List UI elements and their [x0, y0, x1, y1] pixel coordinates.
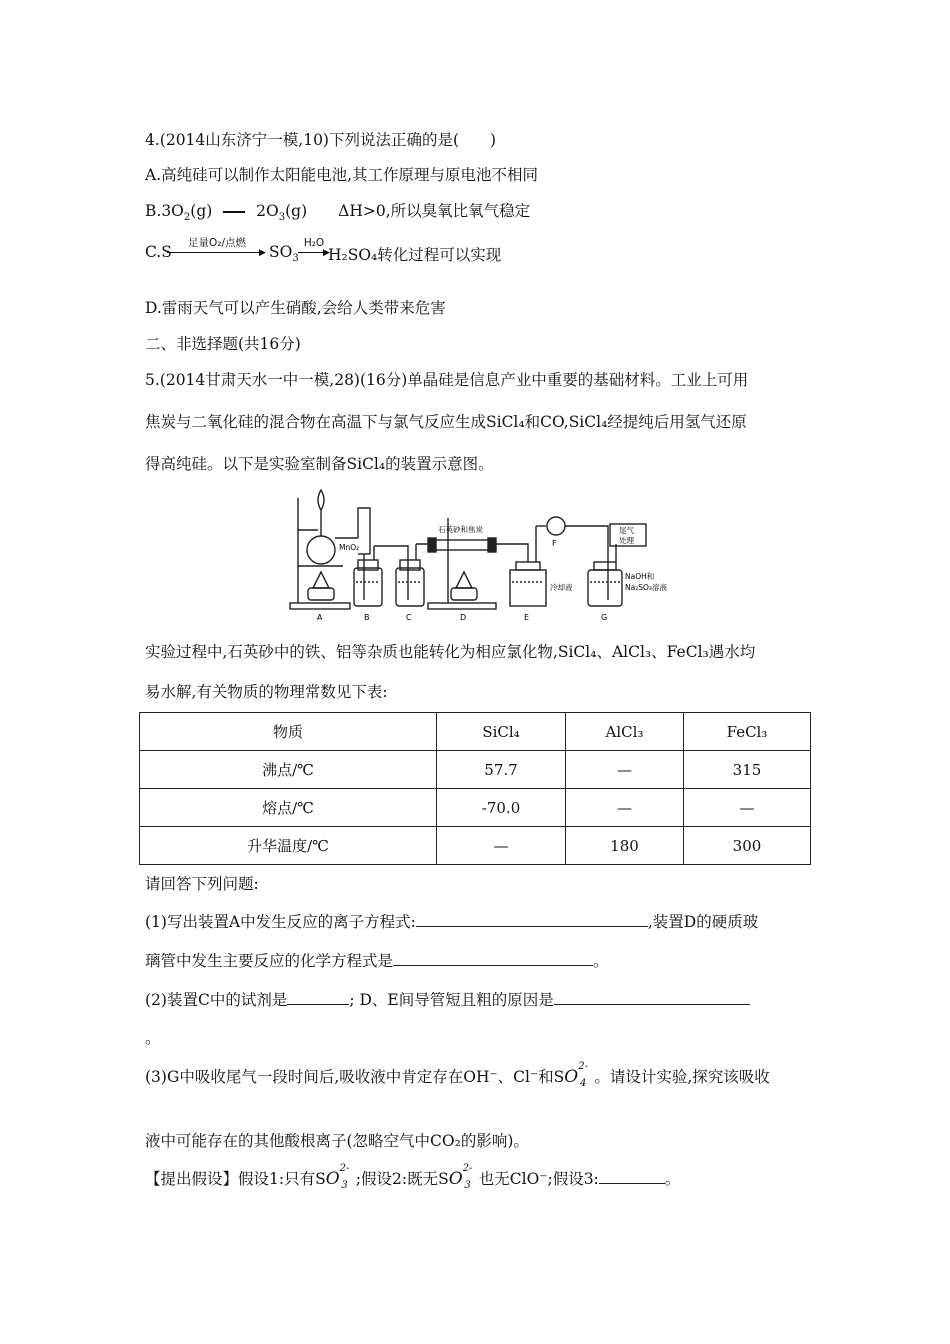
apparatus-diagram: [288, 478, 667, 626]
q5-stem-2: 焦炭与二氧化硅的混合物在高温下与氯气反应生成SiCl₄和CO,SiCl₄经提纯后用氢气还原: [145, 413, 747, 431]
table-cell: 315: [684, 751, 811, 789]
q5-part-3-line-1: [145, 1061, 770, 1090]
table-cell: —: [566, 751, 684, 789]
q5-hypo-d: 。: [664, 1170, 681, 1188]
q4-b-post: (g) ΔH>0,所以臭氧比氧气稳定: [285, 202, 531, 220]
table-header-row: [140, 713, 811, 751]
q5-after-1: 实验过程中,石英砂中的铁、铝等杂质也能转化为相应氯化物,SiCl₄、AlCl₃、FeCl₃遇水均: [145, 643, 756, 661]
table-header: SiCl₄: [437, 713, 566, 751]
q4-c-pre: C.S: [145, 243, 172, 261]
arrow2-condition: H₂O: [303, 237, 325, 249]
q4-option-a: A.高纯硅可以制作太阳能电池,其工作原理与原电池不相同: [145, 166, 539, 184]
q4-stem: 4.(2014山东济宁一模,10)下列说法正确的是( ): [145, 131, 497, 149]
q5-hypo-a: 【提出假设】假设1:只有S: [145, 1170, 326, 1188]
q5-p1a: (1)写出装置A中发生反应的离子方程式:: [145, 913, 416, 931]
table-cell: —: [437, 827, 566, 865]
q5-hypo-b: ;假设2:既无S: [355, 1170, 449, 1188]
q4-b-mid1: (g): [190, 202, 213, 220]
table-cell: 300: [684, 827, 811, 865]
equilibrium-symbol: [223, 211, 245, 213]
q5-part-2: [145, 988, 750, 1010]
label-e: E: [524, 613, 530, 622]
q4-option-b: $B.3O_2(g)$ $2O_3(g)$ ΔH>0,所以臭氧比氧气稳定: [145, 202, 531, 224]
table-header: FeCl₃: [684, 713, 811, 751]
label-tail-1: 尾气: [619, 526, 634, 535]
answer-blank-reagent-c[interactable]: [287, 990, 349, 1005]
q5-p3a: (3)G中吸收尾气一段时间后,吸收液中肯定存在OH⁻、Cl⁻和S: [145, 1068, 565, 1086]
label-mno2: MnO₂: [339, 543, 360, 552]
q4-c-so3: $SO_3$: [269, 243, 299, 265]
apparatus-g: [588, 524, 646, 606]
table-cell: -70.0: [437, 789, 566, 827]
table-cell: 熔点/℃: [140, 789, 437, 827]
label-naoh-2: Na₂SO₃溶液: [625, 583, 667, 592]
label-d: D: [460, 613, 467, 622]
label-a: A: [317, 613, 323, 622]
table-cell: 沸点/℃: [140, 751, 437, 789]
table-row: [140, 827, 811, 865]
answer-blank-tube-reason[interactable]: [554, 990, 750, 1005]
q5-part-1-line-1: [145, 910, 758, 932]
table-cell: 升华温度/℃: [140, 827, 437, 865]
table-cell: —: [566, 789, 684, 827]
physical-constants-table: [139, 712, 811, 865]
q4-c-post: 转化过程可以实现: [377, 246, 502, 264]
q5-p1d: 。: [593, 952, 609, 970]
q4-c-h2so4: H₂SO₄: [328, 246, 378, 264]
q5-after-2: 易水解,有关物质的物理常数见下表:: [145, 683, 388, 701]
table-row: [140, 751, 811, 789]
bottle-b: [354, 546, 382, 606]
q5-stem-1: 5.(2014甘肃天水一中一模,28)(16分)单晶硅是信息产业中重要的基础材料。工业上可用: [145, 371, 749, 389]
ion-o-3-2minus: $O^{2-}_3$: [325, 1163, 350, 1192]
label-tail-2: 处理: [619, 536, 634, 545]
q4-option-d: D.雷雨天气可以产生硝酸,会给人类带来危害: [145, 299, 446, 317]
label-sand: 石英砂和焦炭: [438, 525, 483, 534]
q5-p3b: 。请设计实验,探究该吸收: [594, 1068, 770, 1086]
arrow1-condition: 足量O₂/点燃: [187, 237, 246, 249]
q5-part-1-line-2: [145, 949, 609, 971]
table-cell: 180: [566, 827, 684, 865]
q5-hypothesis: [145, 1163, 681, 1192]
apparatus-e: [510, 526, 546, 606]
label-c: C: [406, 613, 412, 622]
q5-p2b: ; D、E间导管短且粗的原因是: [349, 991, 554, 1009]
table-cell: —: [684, 789, 811, 827]
label-naoh-1: NaOH和: [625, 572, 655, 581]
ion-o-4-2minus: $O^{2-}_4$: [564, 1061, 588, 1090]
table-header: 物质: [140, 713, 437, 751]
q5-part-3-line-2: 液中可能存在的其他酸根离子(忽略空气中CO₂的影响)。: [145, 1132, 529, 1150]
section-heading: 二、非选择题(共16分): [145, 335, 301, 353]
answer-blank-ionic-equation[interactable]: [416, 912, 648, 927]
q5-p1c: 璃管中发生主要反应的化学方程式是: [145, 952, 394, 970]
label-f: F: [552, 539, 557, 548]
table-cell: 57.7: [437, 751, 566, 789]
apparatus-f: [536, 517, 608, 564]
ion-o-3-2minus: $O^{2-}_3$: [448, 1163, 473, 1192]
q5-ask: 请回答下列问题:: [145, 875, 259, 893]
label-g: G: [601, 613, 608, 622]
q4-b-pre: B.3O: [145, 202, 184, 220]
answer-blank-hypothesis-3[interactable]: [599, 1169, 665, 1184]
q5-stem-3: 得高纯硅。以下是实验室制备SiCl₄的装置示意图。: [145, 455, 494, 473]
q4-b-mid2: 2O: [256, 202, 279, 220]
answer-blank-chemical-equation[interactable]: [393, 951, 593, 966]
q5-hypo-c: 也无ClO⁻;假设3:: [478, 1170, 599, 1188]
q5-p1b: ,装置D的硬质玻: [647, 913, 759, 931]
label-coolant: 冷却液: [550, 583, 573, 592]
table-header: AlCl₃: [566, 713, 684, 751]
q5-part-2-end: 。: [145, 1029, 161, 1047]
reaction-arrow-1: 足量O₂/点燃 ▶: [167, 232, 267, 250]
label-b: B: [364, 613, 370, 622]
reaction-arrow-2: H₂O ▶: [298, 232, 330, 250]
table-row: [140, 789, 811, 827]
q5-p2a: (2)装置C中的试剂是: [145, 991, 288, 1009]
